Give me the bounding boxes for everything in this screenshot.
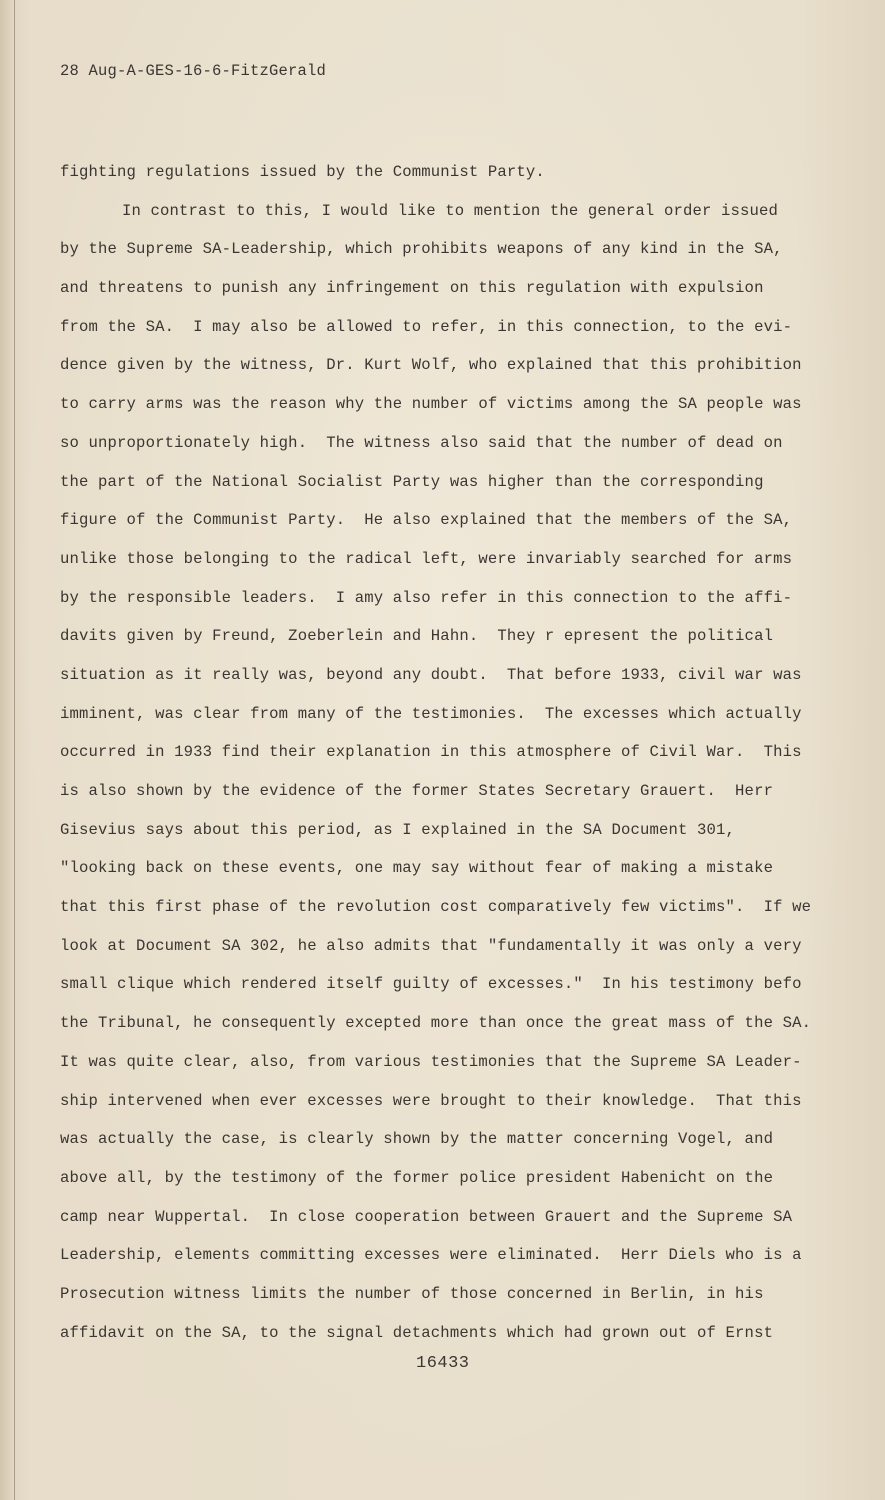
text-line: the part of the National Socialist Party was higher than the corresponding [60,472,764,491]
text-line: that this first phase of the revolution cost comparatively few victims". If we [60,898,812,917]
text-line: situation as it really was, beyond any doubt. That before 1933, civil war was [60,665,802,684]
text-line: occurred in 1933 find their explanation in this atmosphere of Civil War. This [60,743,802,762]
text-line: dence given by the witness, Dr. Kurt Wolf, who explained that this prohibition [60,356,802,375]
text-line: davits given by Freund, Zoeberlein and Hahn. They r epresent the political [60,627,774,646]
document-body [60,158,830,1357]
text-line: small clique which rendered itself guilty of excesses." In his testimony befo [60,975,802,994]
text-line: fighting regulations issued by the Communist Party. [60,163,545,181]
page-binding-edge [0,0,15,1500]
text-line: In contrast to this, I would like to mention the general order issued [122,201,779,220]
text-line: the Tribunal, he consequently excepted more than once the great mass of the SA. [60,1014,812,1033]
page-number: 16433 [416,1354,470,1373]
text-line: figure of the Communist Party. He also explained that the members of the SA, [60,511,793,530]
text-line: affidavit on the SA, to the signal detachments which had grown out of Ernst [60,1323,774,1342]
text-line: is also shown by the evidence of the former States Secretary Grauert. Herr [60,782,774,800]
text-line: was actually the case, is clearly shown by the matter concerning Vogel, and [60,1130,774,1149]
text-line: ship intervened when ever excesses were brought to their knowledge. That this [60,1091,802,1110]
text-line: and threatens to punish any infringement on this regulation with expulsion [60,279,764,298]
text-line: above all, by the testimony of the former police president Habenicht on the [60,1168,774,1187]
text-line: It was quite clear, also, from various testimonies that the Supreme SA Leader- [60,1052,802,1071]
text-line: camp near Wuppertal. In close cooperation between Grauert and the Supreme SA [60,1207,793,1226]
text-line: "looking back on these events, one may say without fear of making a mistake [60,859,774,878]
text-line: from the SA. I may also be allowed to refer, in this connection, to the evi- [60,317,793,336]
text-line: to carry arms was the reason why the number of victims among the SA people was [60,395,802,414]
document-header: 28 Aug-A-GES-16-6-FitzGerald [60,62,327,80]
text-line: by the responsible leaders. I amy also refer in this connection to the affi- [60,588,793,607]
text-line: Gisevius says about this period, as I explained in the SA Document 301, [60,820,736,839]
text-line: by the Supreme SA-Leadership, which prohibits weapons of any kind in the SA, [60,240,783,259]
text-line: Prosecution witness limits the number of those concerned in Berlin, in his [60,1284,764,1303]
text-line: look at Document SA 302, he also admits that "fundamentally it was only a very [60,936,802,955]
text-line: so unproportionately high. The witness also said that the number of dead on [60,433,783,452]
text-line: unlike those belonging to the radical left, were invariably searched for arms [60,549,793,568]
text-line: Leadership, elements committing excesses were eliminated. Herr Diels who is a [60,1246,802,1265]
text-line: imminent, was clear from many of the testimonies. The excesses which actually [60,704,802,723]
